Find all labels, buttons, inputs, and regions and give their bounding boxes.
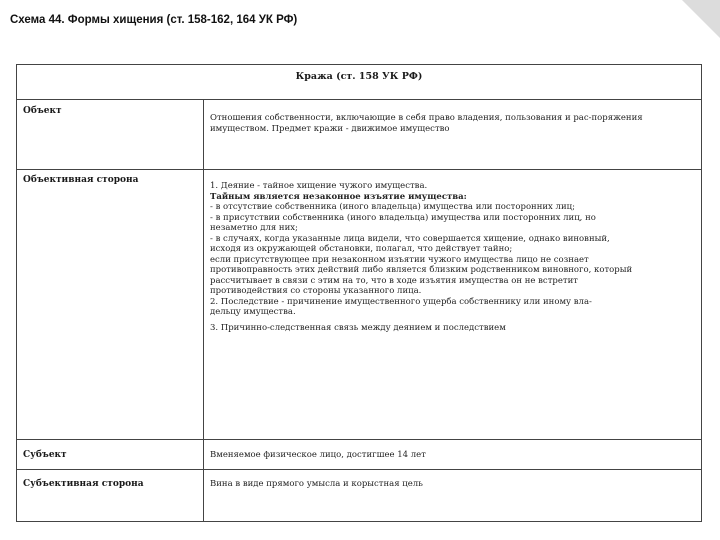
row-text-subjective-side	[210, 479, 696, 490]
text-line: рассчитывает в связи с этим на то, что в ходе изъятия имущества он не встретит	[210, 275, 578, 286]
row-label-object: Объект	[23, 106, 62, 116]
row-divider	[17, 99, 701, 100]
text-line: Тайным является незаконное изъятие имущества:	[210, 191, 467, 202]
row-text-object	[210, 113, 696, 134]
text-line: - в присутствии собственника (иного владельца) имущества или посторонних лиц, но	[210, 212, 596, 223]
text-line: Вменяемое физическое лицо, достигшее 14 лет	[210, 450, 426, 460]
row-label-subjective-side: Субъективная сторона	[23, 479, 144, 489]
text-line: дельцу имущества.	[210, 307, 296, 317]
row-text-objective-side	[210, 181, 696, 333]
text-line: Вина в виде прямого умысла и корыстная цель	[210, 479, 423, 489]
crime-forms-table	[16, 64, 702, 522]
column-divider	[203, 99, 204, 521]
text-line: исходя из окружающей обстановки, полагал, что действует тайно;	[210, 244, 513, 254]
page-title: Схема 44. Формы хищения (ст. 158-162, 164 УК РФ)	[10, 14, 298, 26]
text-line: 2. Последствие - причинение имущественного ущерба собственнику или иному вла-	[210, 296, 592, 307]
page-corner-decoration	[682, 0, 720, 38]
row-divider	[17, 439, 701, 440]
text-line: 3. Причинно-следственная связь между деянием и последствием	[210, 322, 506, 333]
text-line: - в отсутствие собственника (иного владельца) имущества или посторонних лиц;	[210, 202, 575, 212]
row-text-subject	[210, 450, 696, 461]
row-label-objective-side: Объективная сторона	[23, 175, 139, 185]
text-line: - в случаях, когда указанные лица видели, что совершается хищение, однако виновный,	[210, 233, 610, 244]
text-line: 1. Деяние - тайное хищение чужого имущества.	[210, 181, 428, 191]
text-line: имуществом. Предмет кражи - движимое имущество	[210, 123, 450, 134]
text-line: противоправность этих действий либо является близким родственником виновного, который	[210, 265, 633, 275]
text-line: противодействия со стороны указанного лица.	[210, 286, 422, 296]
row-divider	[17, 469, 701, 470]
table-caption: Кража (ст. 158 УК РФ)	[295, 71, 423, 82]
text-line: незаметно для них;	[210, 223, 298, 233]
text-line: Отношения собственности, включающие в себя право владения, пользования и рас-поряжения	[210, 113, 643, 123]
row-divider	[17, 169, 701, 170]
text-line: если присутствующее при незаконном изъятии чужого имущества лицо не сознает	[210, 254, 589, 265]
row-label-subject: Субъект	[23, 450, 67, 460]
